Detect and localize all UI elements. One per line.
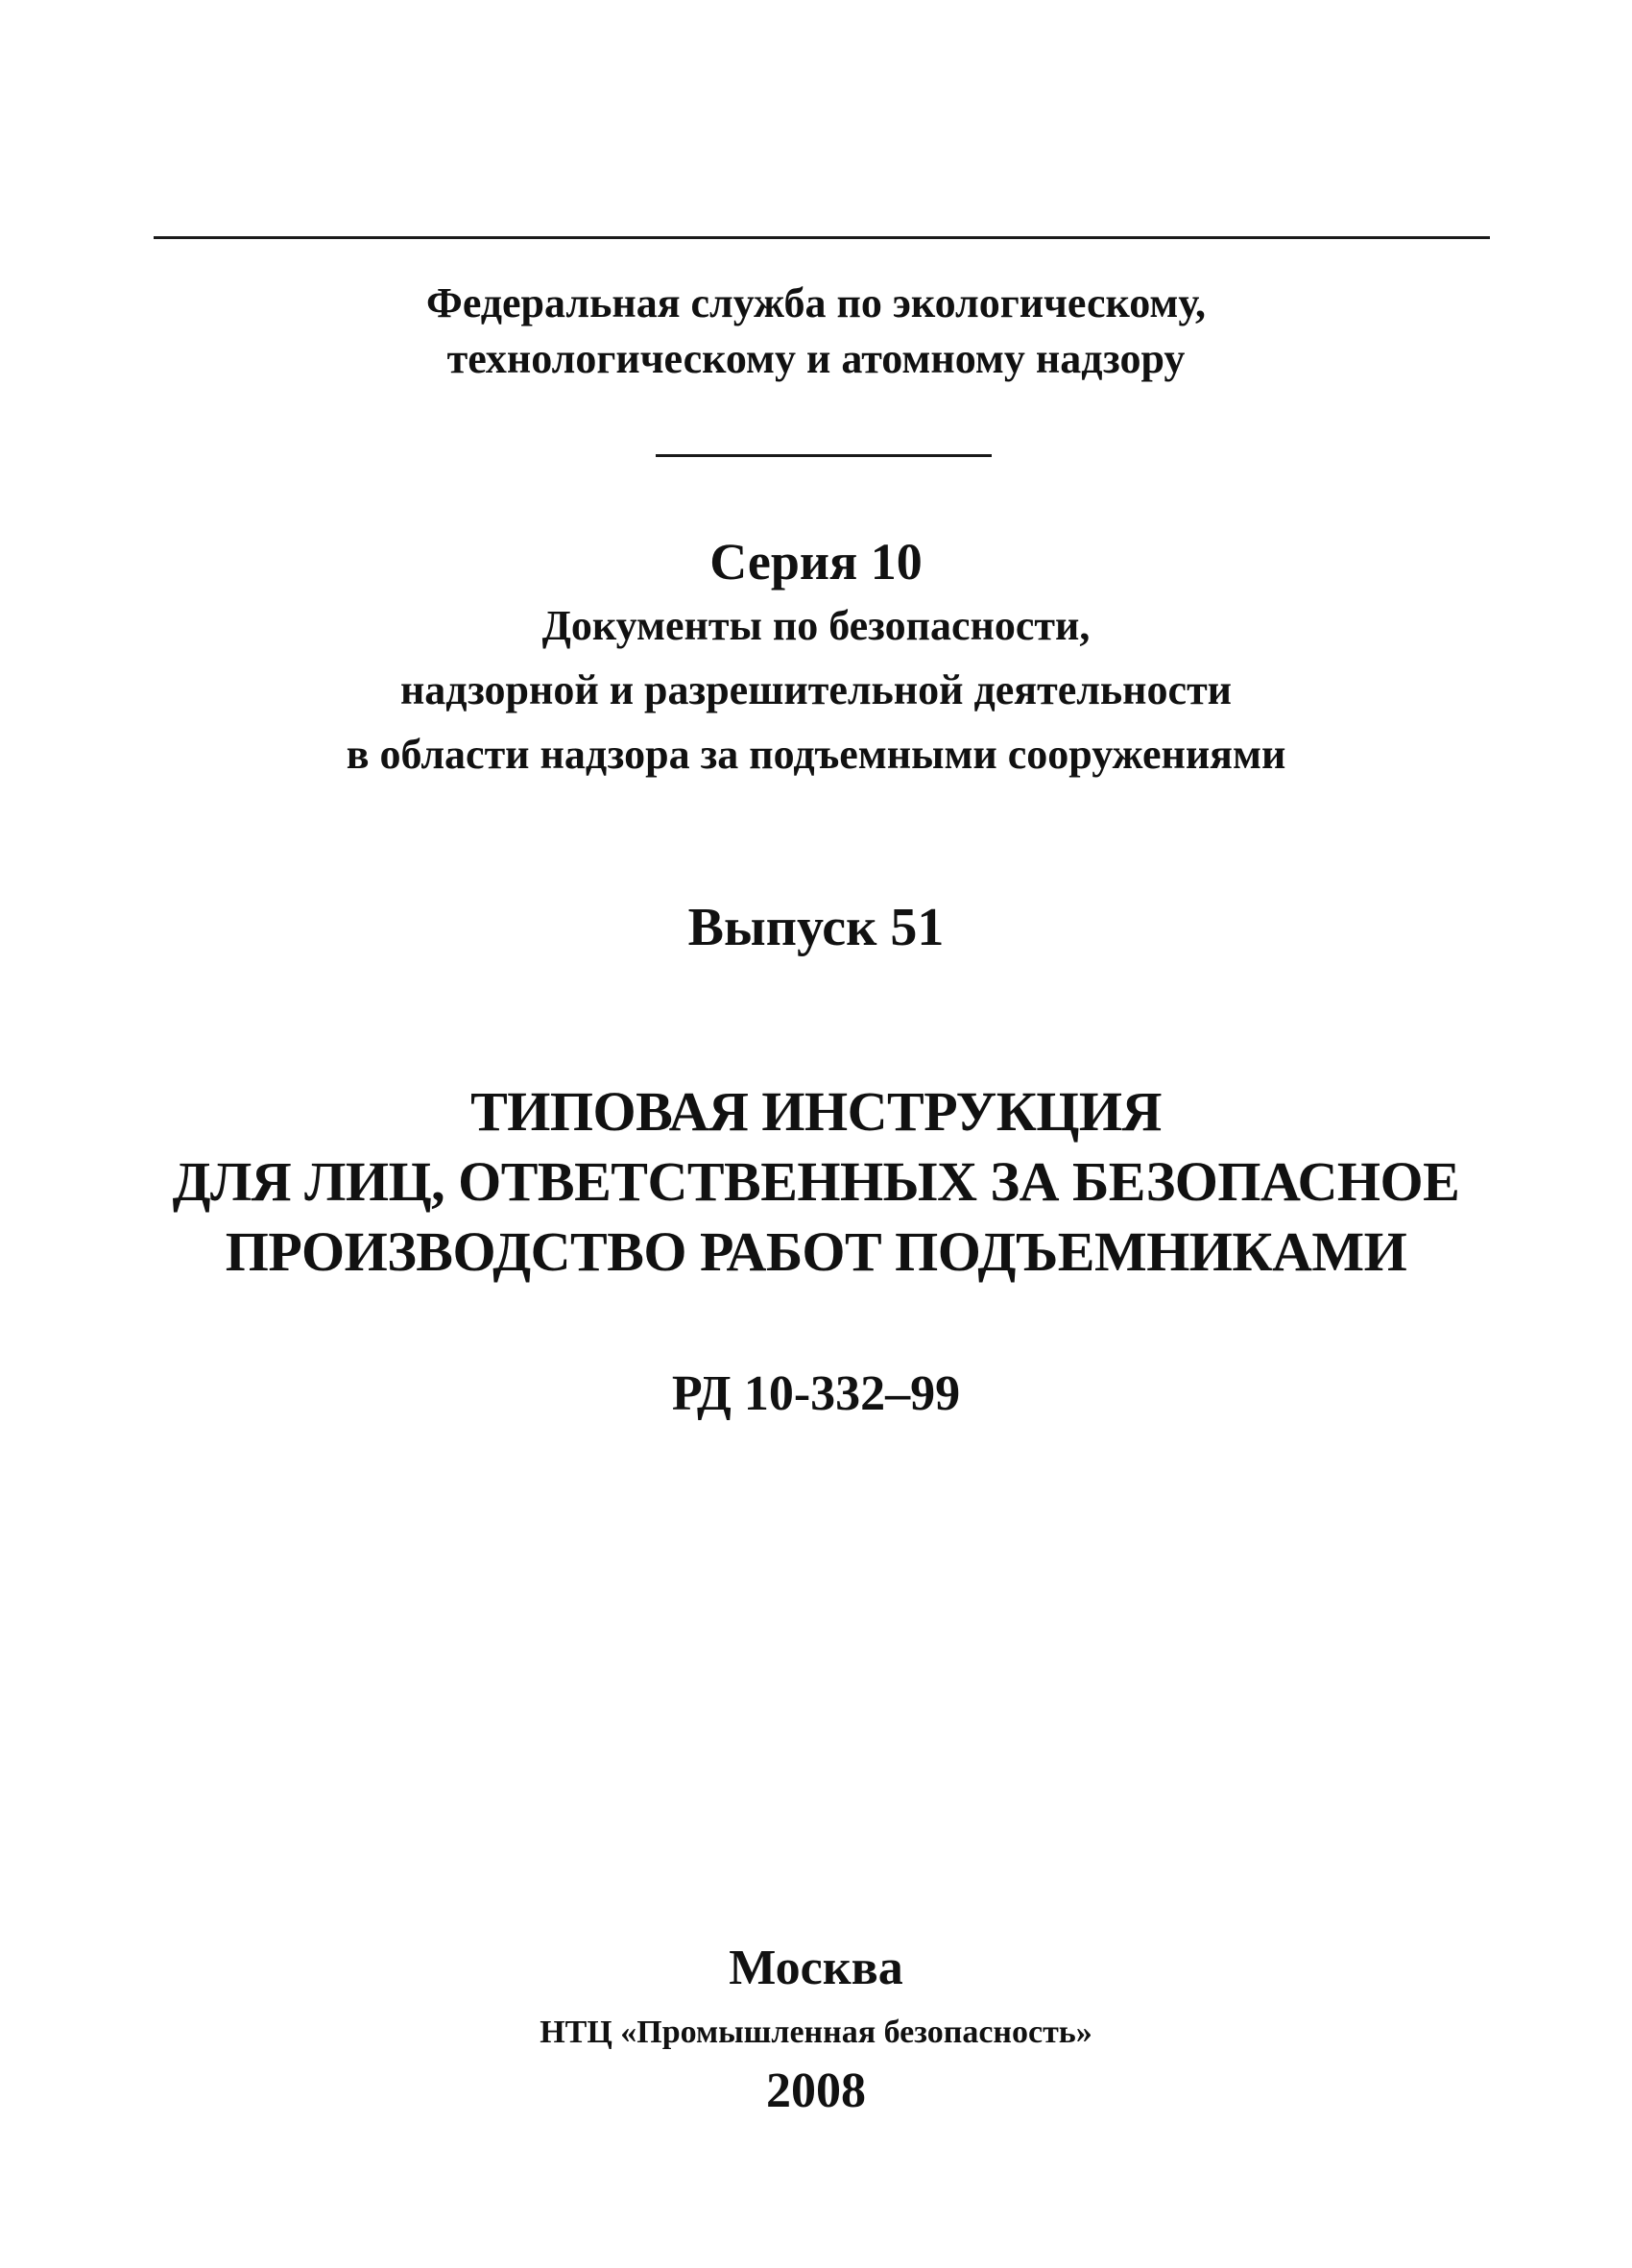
document-title-line-3: ПРОИЗВОДСТВО РАБОТ ПОДЪЕМНИКАМИ — [225, 1220, 1407, 1283]
publisher-name: НТЦ «Промышленная безопасность» — [540, 2015, 1092, 2050]
document-code: РД 10-332–99 — [671, 1366, 961, 1421]
short-rule-divider — [656, 454, 992, 457]
top-rule-divider — [154, 236, 1490, 239]
series-description-line-3: в области надзора за подъемными сооружениями — [346, 731, 1286, 778]
agency-name-line-2: технологическому и атомному надзору — [446, 335, 1186, 382]
publication-city: Москва — [729, 1941, 903, 1995]
series-description-line-2: надзорной и разрешительной деятельности — [399, 666, 1233, 713]
publication-year: 2008 — [766, 2063, 866, 2118]
issue-number: Выпуск 51 — [687, 898, 945, 957]
series-title: Серия 10 — [709, 533, 923, 591]
agency-name-line-1: Федеральная служба по экологическому, — [426, 279, 1206, 326]
document-title-line-2: ДЛЯ ЛИЦ, ОТВЕТСТВЕННЫХ ЗА БЕЗОПАСНОЕ — [172, 1150, 1460, 1213]
document-title-line-1: ТИПОВАЯ ИНСТРУКЦИЯ — [470, 1080, 1162, 1143]
series-description-line-1: Документы по безопасности, — [541, 602, 1091, 649]
